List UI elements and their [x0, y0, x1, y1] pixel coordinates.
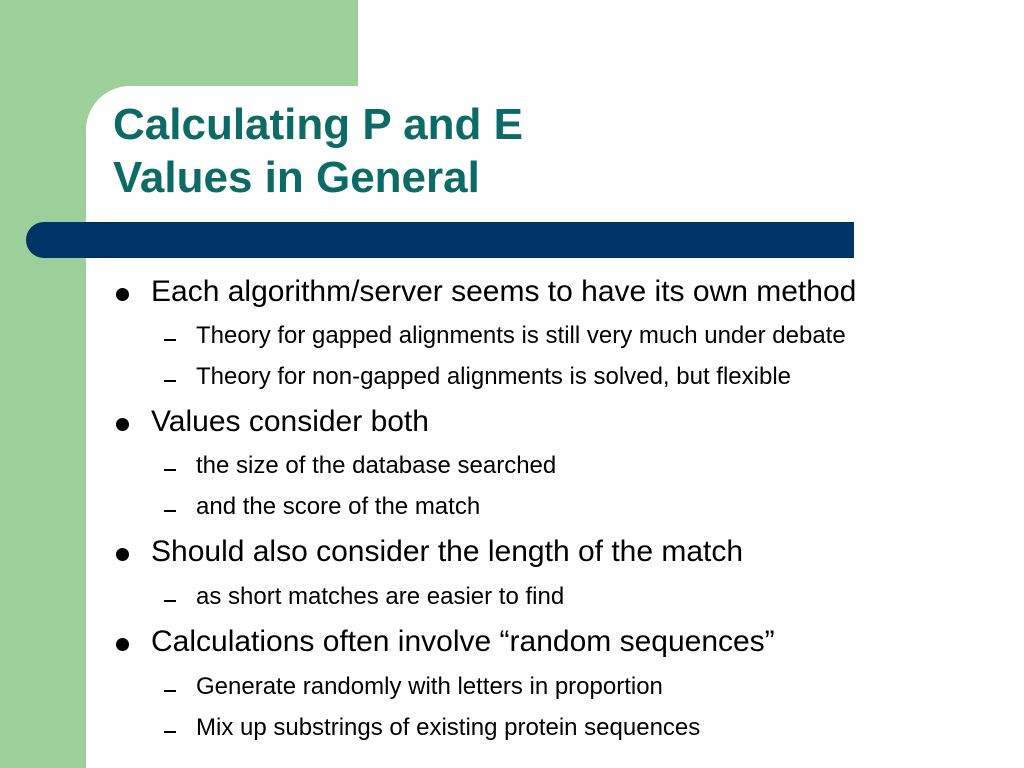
title-line-1: Calculating P and E — [113, 100, 523, 149]
sub-bullet-item: as short matches are easier to find — [196, 583, 565, 610]
bullet-dot-icon — [116, 548, 129, 561]
dash-icon — [164, 600, 176, 602]
dash-icon — [164, 510, 176, 512]
bullet-item: Each algorithm/server seems to have its own method — [151, 275, 857, 308]
bullet-dot-icon — [116, 288, 129, 301]
dash-icon — [164, 469, 176, 471]
bullet-dot-icon — [116, 638, 129, 651]
bullet-dot-icon — [116, 418, 129, 431]
sub-bullet-item: Generate randomly with letters in proportion — [196, 673, 663, 700]
sub-bullet-item: the size of the database searched — [196, 452, 557, 479]
sub-bullet-item: Theory for non-gapped alignments is solved, but flexible — [196, 363, 792, 390]
sub-bullet-item: Mix up substrings of existing protein sequences — [196, 714, 701, 741]
bullet-item: Should also consider the length of the match — [151, 535, 744, 568]
bullet-item: Values consider both — [151, 405, 429, 438]
dash-icon — [164, 690, 176, 692]
title-line-2: Values in General — [113, 153, 480, 202]
sub-bullet-item: and the score of the match — [196, 493, 481, 520]
dash-icon — [164, 339, 176, 341]
dash-icon — [164, 731, 176, 733]
dash-icon — [164, 380, 176, 382]
bullet-item: Calculations often involve “random sequences” — [151, 625, 775, 658]
sub-bullet-item: Theory for gapped alignments is still very much under debate — [196, 322, 846, 349]
